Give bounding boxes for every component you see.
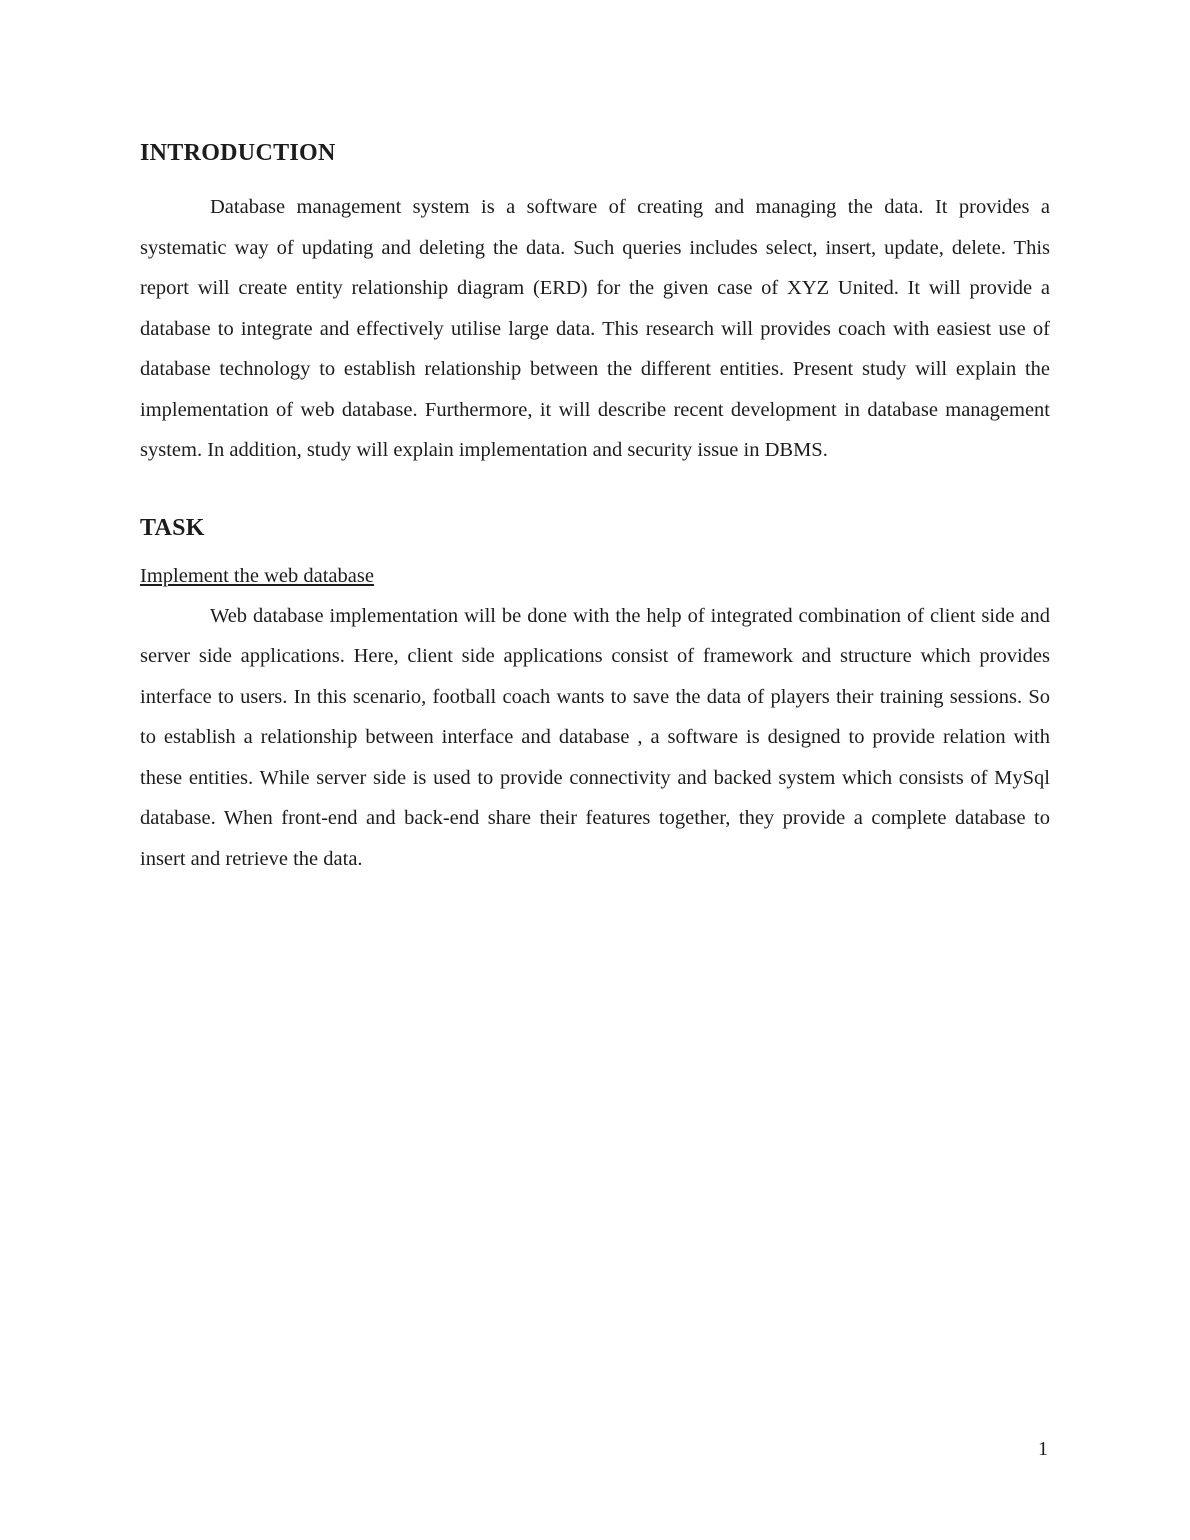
page-content — [140, 140, 1050, 879]
section-heading-introduction: INTRODUCTION — [140, 140, 336, 166]
task-paragraph: Web database implementation will be done with the help of integrated combination of client side and server side applications. Here, client side applications consist of framework and structure which provides interface to users. In this scenario, football coach wants to save the data of players their training sessions. So to establish a relationship between interface and database , a software is designed to provide relation with these entities. While server side is used to provide connectivity and backed system which consists of MySql database. When front-end and back-end share their features together, they provide a complete database to insert and retrieve the data. — [140, 604, 1050, 870]
page-number: 1 — [1038, 1438, 1048, 1460]
introduction-paragraph: Database management system is a software of creating and managing the data. It provides a systematic way of updating and deleting the data. Such queries includes select, insert, update, delete. This report will create entity relationship diagram (ERD) for the given case of XYZ United. It will provide a database to integrate and effectively utilise large data. This research will provides coach with easiest use of database technology to establish relationship between the different entities. Present study will explain the implementation of web database. Furthermore, it will describe recent development in database management system. In addition, study will explain implementation and security issue in DBMS. — [140, 196, 1050, 461]
task-subheading: Implement the web database — [140, 564, 374, 587]
section-heading-task: TASK — [140, 514, 205, 541]
